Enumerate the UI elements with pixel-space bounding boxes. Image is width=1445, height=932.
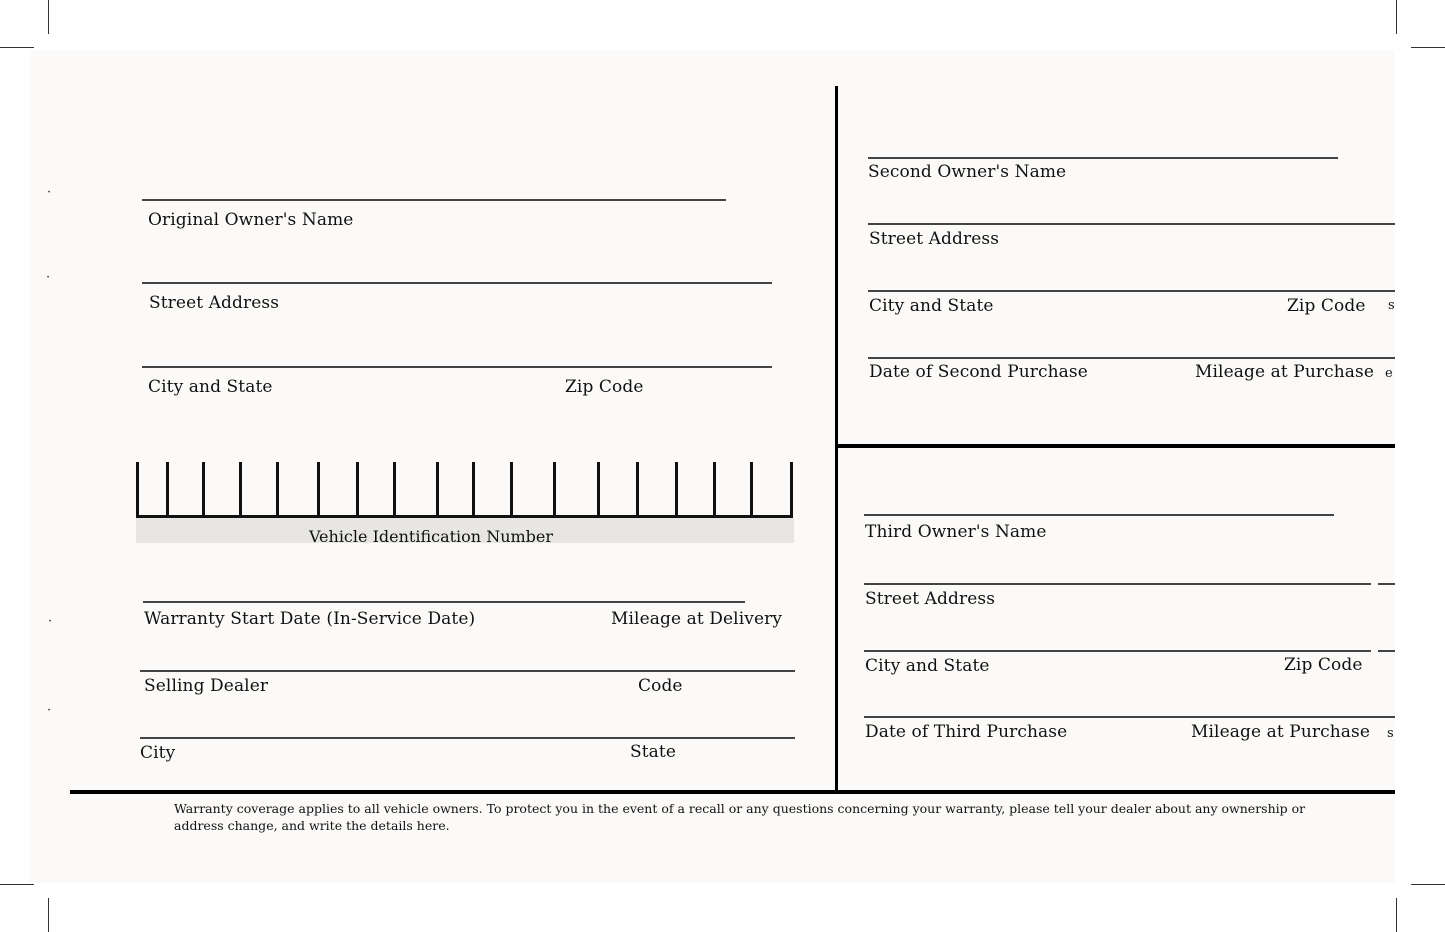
horizontal-divider (838, 444, 1395, 448)
vin-divider (790, 462, 793, 517)
vertical-divider (835, 86, 838, 792)
third-city-line-tail (1378, 650, 1395, 652)
crop-mark (1411, 884, 1445, 885)
bottom-divider (70, 790, 1395, 794)
speck: · (47, 703, 52, 718)
second-street-line[interactable] (868, 223, 1395, 225)
second-owner-name-label: Second Owner's Name (868, 162, 1067, 182)
third-city-line[interactable] (864, 650, 1371, 652)
third-mileage-fragment: s (1387, 726, 1394, 741)
second-date-line[interactable] (868, 357, 1395, 359)
vin-divider (239, 462, 242, 517)
dealer-state-label: State (630, 742, 677, 762)
vin-divider (393, 462, 396, 517)
vin-divider (636, 462, 639, 517)
selling-dealer-label: Selling Dealer (144, 676, 269, 696)
vin-divider (276, 462, 279, 517)
vin-divider (553, 462, 556, 517)
dealer-city-line[interactable] (140, 737, 795, 739)
original-city-state-label: City and State (148, 377, 273, 397)
second-mileage-label: Mileage at Purchase (1195, 362, 1374, 382)
third-street-line[interactable] (864, 583, 1371, 585)
second-zip-fragment: s (1388, 298, 1395, 313)
selling-dealer-line[interactable] (140, 670, 795, 672)
original-street-line[interactable] (142, 282, 772, 284)
ownership-notice: Warranty coverage applies to all vehicle owners. To protect you in the event of a recall or any questions concerning your warranty, please tell your dealer about any ownership or address change, and write the details here. (174, 801, 1306, 833)
vin-divider (675, 462, 678, 517)
vin-divider (472, 462, 475, 517)
original-owner-name-line[interactable] (142, 199, 726, 201)
crop-mark (48, 0, 49, 34)
third-owner-name-label: Third Owner's Name (865, 522, 1047, 542)
crop-mark (1396, 0, 1397, 34)
second-date-label: Date of Second Purchase (869, 362, 1088, 382)
mileage-delivery-label: Mileage at Delivery (611, 609, 783, 629)
original-city-line[interactable] (142, 366, 772, 368)
speck: · (46, 270, 51, 285)
vin-divider (510, 462, 513, 517)
vin-baseline (136, 515, 793, 518)
vin-divider (750, 462, 753, 517)
third-date-line[interactable] (864, 716, 1395, 718)
vin-divider (356, 462, 359, 517)
vin-divider (436, 462, 439, 517)
dealer-code-label: Code (638, 676, 683, 696)
speck: · (48, 614, 53, 629)
vin-divider (136, 462, 139, 517)
crop-mark (1411, 47, 1445, 48)
third-owner-name-line[interactable] (864, 514, 1334, 516)
second-city-state-label: City and State (869, 296, 994, 316)
speck: · (47, 185, 52, 200)
crop-mark (1396, 898, 1397, 932)
third-mileage-label: Mileage at Purchase (1191, 722, 1370, 742)
third-date-label: Date of Third Purchase (865, 722, 1068, 742)
second-mileage-fragment: e (1385, 366, 1393, 381)
second-owner-name-line[interactable] (868, 157, 1338, 159)
original-owner-name-label: Original Owner's Name (148, 210, 354, 230)
third-zip-label: Zip Code (1284, 655, 1363, 675)
second-city-line[interactable] (868, 290, 1395, 292)
warranty-start-line[interactable] (143, 601, 745, 603)
second-zip-label: Zip Code (1287, 296, 1366, 316)
warranty-start-label: Warranty Start Date (In-Service Date) (144, 609, 476, 629)
vin-divider (317, 462, 320, 517)
third-street-line-tail (1378, 583, 1395, 585)
original-zip-label: Zip Code (565, 377, 644, 397)
dealer-city-label: City (140, 743, 176, 763)
crop-mark (48, 898, 49, 932)
third-street-label: Street Address (865, 589, 996, 609)
vin-divider (597, 462, 600, 517)
second-street-label: Street Address (869, 229, 1000, 249)
original-street-label: Street Address (149, 293, 280, 313)
vin-divider (202, 462, 205, 517)
vin-label: Vehicle Identification Number (308, 527, 554, 546)
crop-mark (0, 47, 34, 48)
vin-divider (713, 462, 716, 517)
vin-divider (166, 462, 169, 517)
third-city-state-label: City and State (865, 656, 990, 676)
crop-mark (0, 884, 34, 885)
